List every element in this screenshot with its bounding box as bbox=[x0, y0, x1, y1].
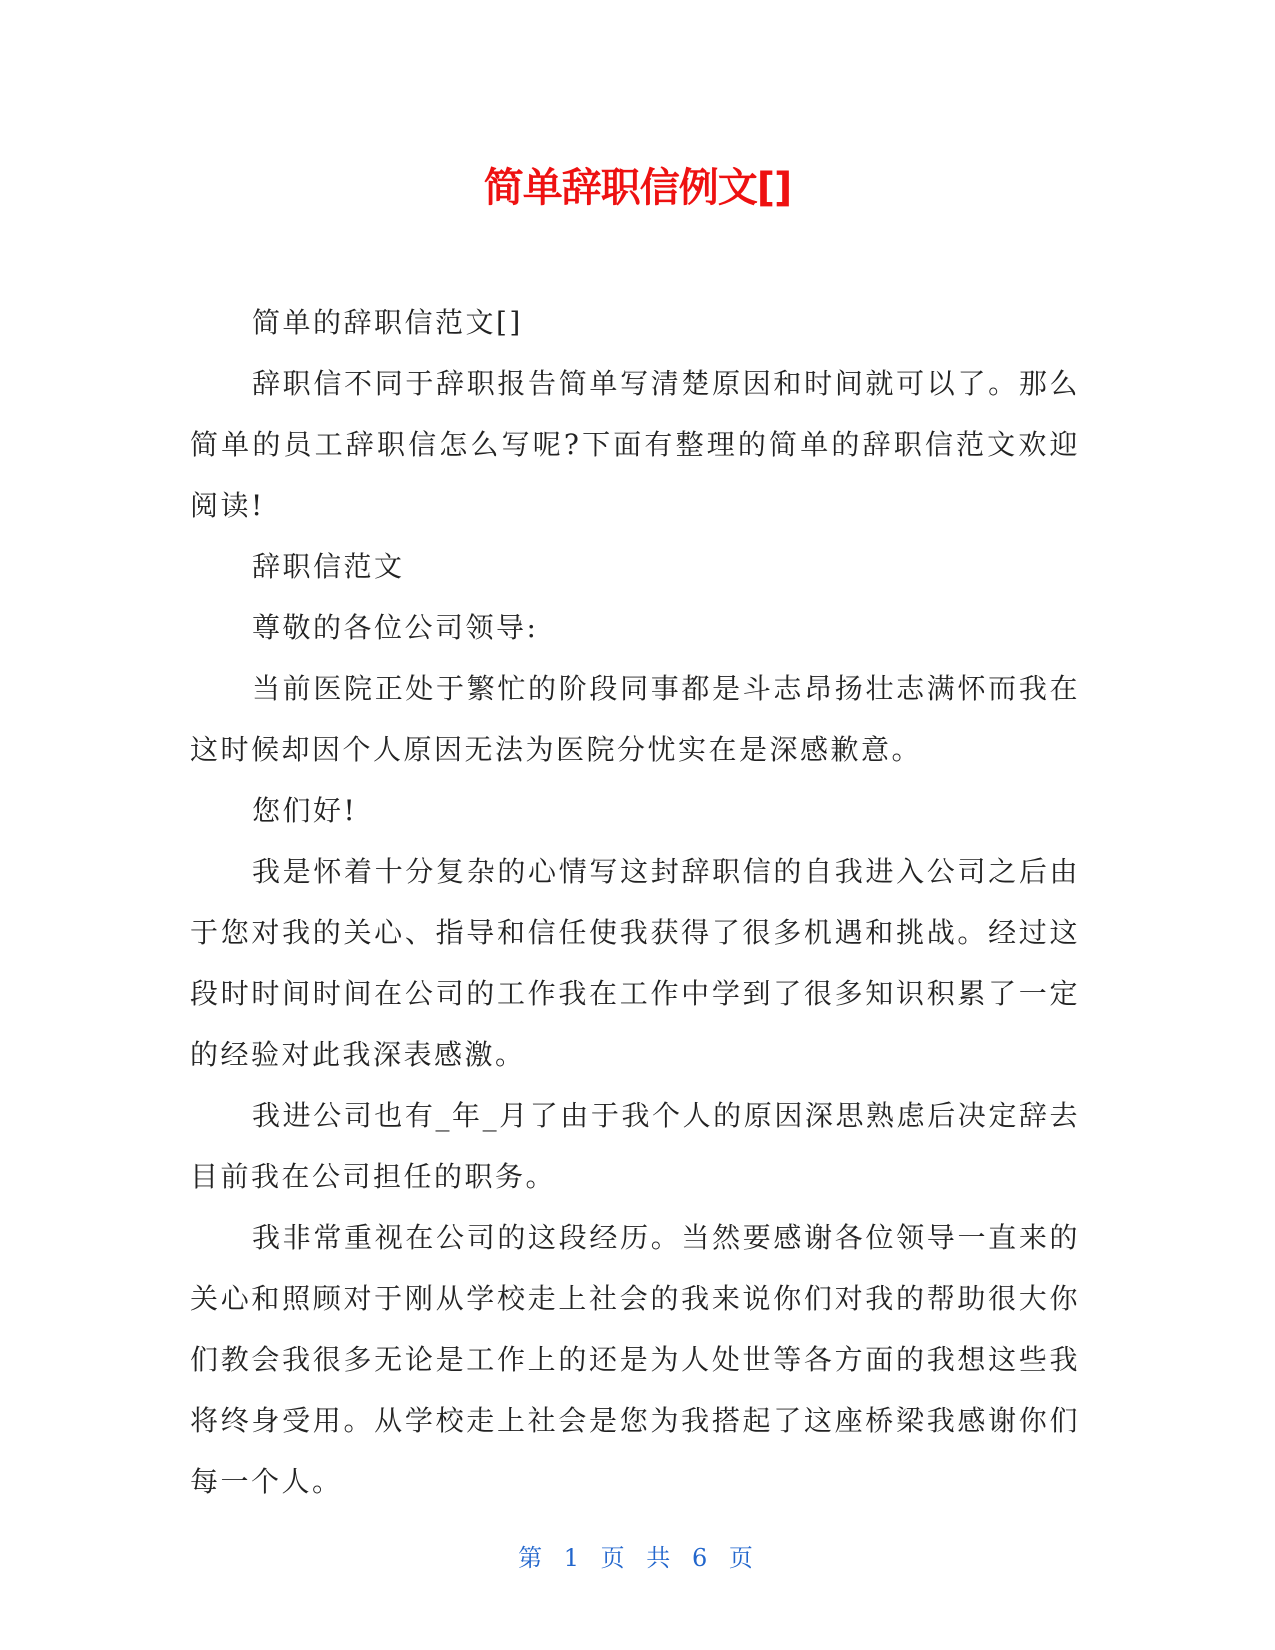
paragraph-salutation: 尊敬的各位公司领导: bbox=[252, 611, 539, 644]
paragraph-greeting: 您们好! bbox=[252, 794, 358, 827]
paragraph-body: 我非常重视在公司的这段经历。当然要感谢各位领导一直来的关心和照顾对于刚从学校走上社会的我来说你们对我的帮助很大你们教会我很多无论是工作上的还是为人处世等各方面的我想这些我将终身受用。从学校走上社会是您为我搭起了这座桥梁我感谢你们每一个人。 bbox=[190, 1221, 1080, 1498]
paragraph-heading: 简单的辞职信范文[] bbox=[252, 306, 523, 339]
paragraph-body: 当前医院正处于繁忙的阶段同事都是斗志昂扬壮志满怀而我在这时候却因个人原因无法为医院分忧实在是深感歉意。 bbox=[190, 672, 1080, 766]
paragraph-subheading: 辞职信范文 bbox=[252, 550, 405, 583]
document-body bbox=[190, 292, 1080, 1512]
paragraph-body: 我是怀着十分复杂的心情写这封辞职信的自我进入公司之后由于您对我的关心、指导和信任使我获得了很多机遇和挑战。经过这段时时间时间在公司的工作我在工作中学到了很多知识积累了一定的经验对此我深表感激。 bbox=[190, 855, 1080, 1071]
paragraph-body: 我进公司也有_年_月了由于我个人的原因深思熟虑后决定辞去目前我在公司担任的职务。 bbox=[190, 1099, 1080, 1193]
document-title: 简单辞职信例文[] bbox=[483, 165, 792, 211]
page-number-footer: 第 1 页 共 6 页 bbox=[518, 1544, 757, 1572]
paragraph-intro: 辞职信不同于辞职报告简单写清楚原因和时间就可以了。那么简单的员工辞职信怎么写呢?下面有整理的简单的辞职信范文欢迎阅读! bbox=[190, 367, 1080, 522]
